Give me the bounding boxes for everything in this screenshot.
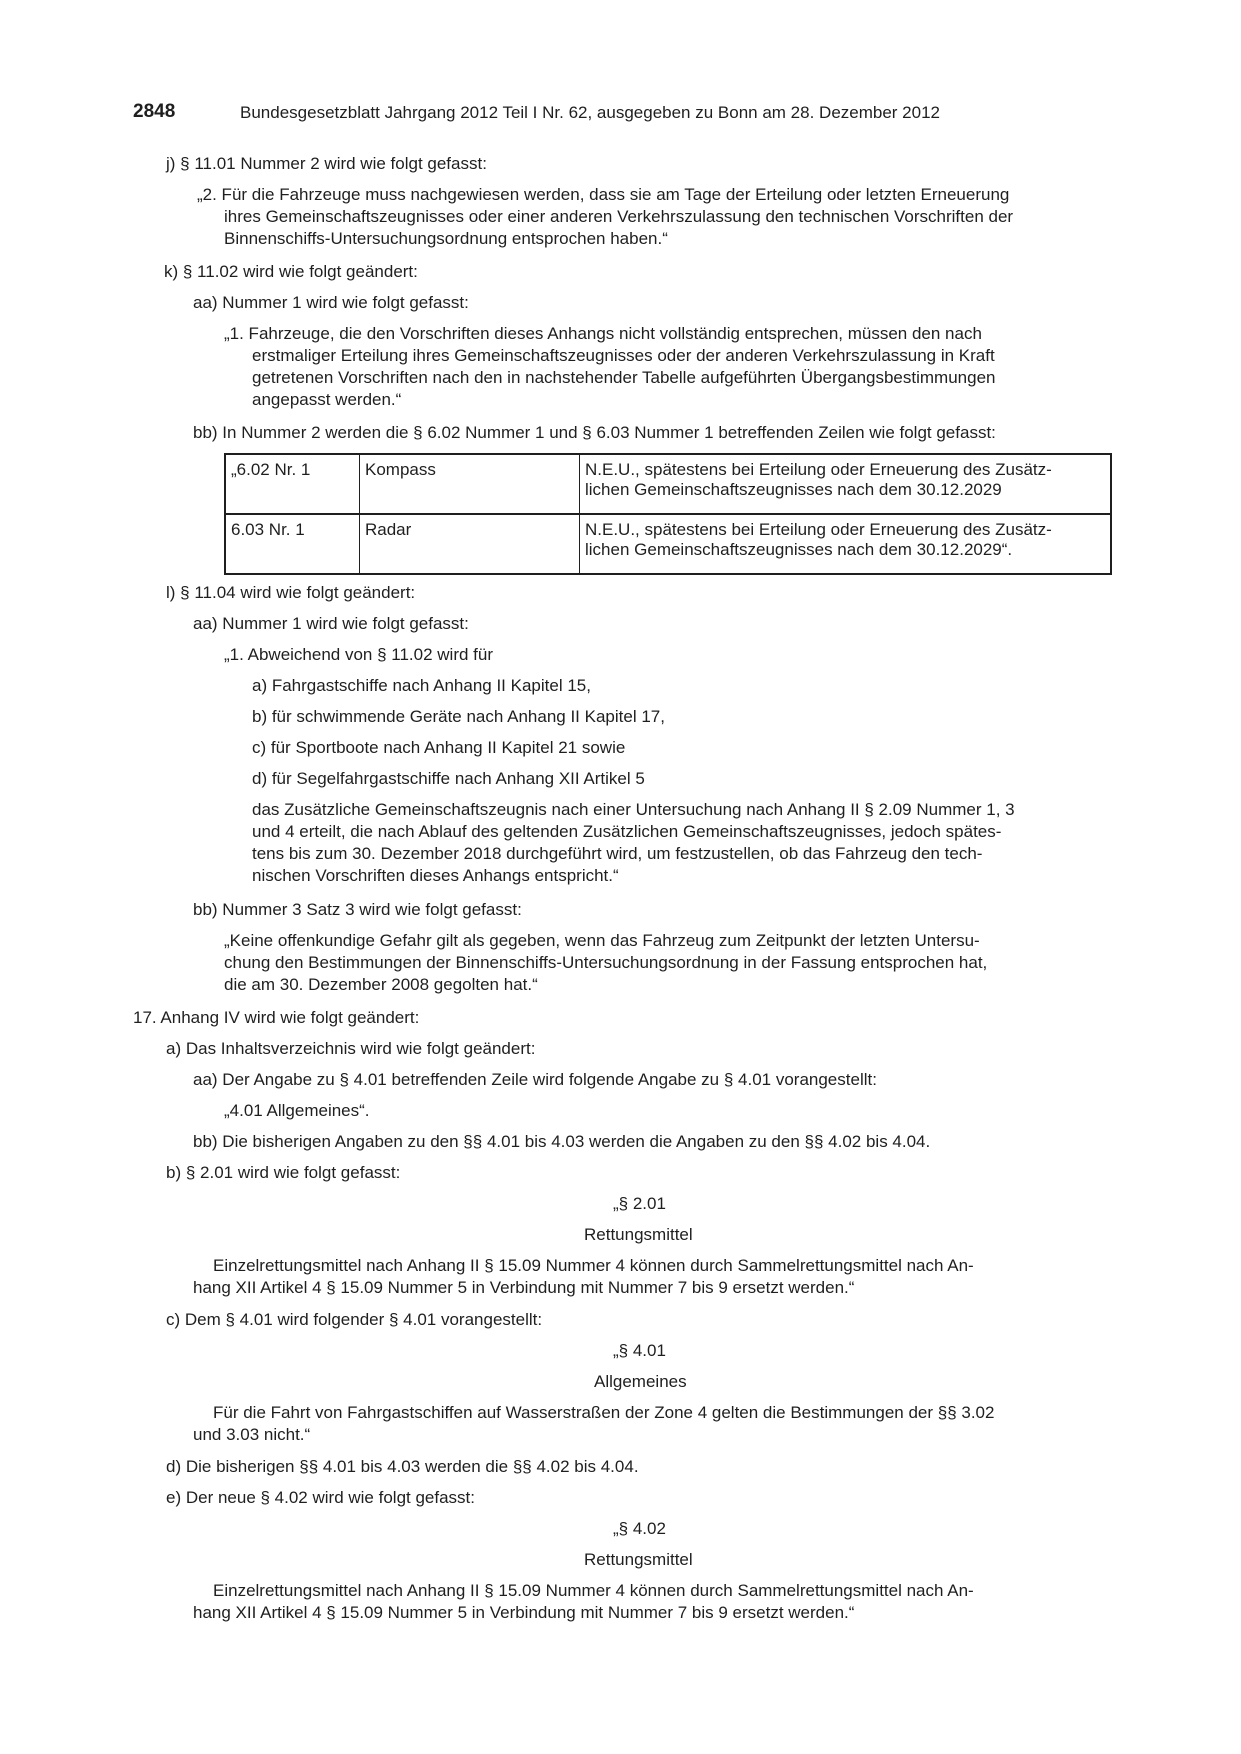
item-17a-aa-line: aa) Der Angabe zu § 4.01 betreffenden Zeile wird folgende Angabe zu § 4.01 vorangestellt:: [193, 1070, 877, 1089]
item-17e-text: [193, 1580, 1112, 1624]
item-l-tail-text: [252, 799, 1112, 887]
text-line: tens bis zum 30. Dezember 2018 durchgeführt wird, um festzustellen, ob das Fahrzeug den tech-: [252, 844, 983, 863]
item-l-bb-line: bb) Nummer 3 Satz 3 wird wie folgt gefasst:: [193, 900, 522, 919]
item-17a-line: a) Das Inhaltsverzeichnis wird wie folgt geändert:: [166, 1039, 536, 1058]
item-17b-line: b) § 2.01 wird wie folgt gefasst:: [166, 1163, 401, 1182]
text-line: hang XII Artikel 4 § 15.09 Nummer 5 in Verbindung mit Nummer 7 bis 9 ersetzt werden.“: [193, 1278, 855, 1297]
text-line: erstmaliger Erteilung ihres Gemeinschaftszeugnisses oder der anderen Verkehrszulassung in Kraft: [252, 346, 995, 365]
item-17b-text: [193, 1255, 1112, 1299]
text-line: N.E.U., spätestens bei Erteilung oder Erneuerung des Zusätz-: [585, 460, 1052, 479]
item-l-line: l) § 11.04 wird wie folgt geändert:: [166, 583, 416, 602]
page-number: 2848: [133, 101, 176, 122]
text-line: Binnenschiffs-Untersuchungsordnung entsprochen haben.“: [224, 229, 668, 248]
paragraph-heading: Allgemeines: [594, 1372, 687, 1391]
gazette-header: Bundesgesetzblatt Jahrgang 2012 Teil I Nr. 62, ausgegeben zu Bonn am 28. Dezember 2012: [240, 103, 940, 122]
paragraph-number: „§ 4.02: [613, 1519, 666, 1538]
item-k-aa-quote: [224, 323, 1112, 411]
item-17a-bb-line: bb) Die bisherigen Angaben zu den §§ 4.01 bis 4.03 werden die Angaben zu den §§ 4.02 bis 4.04.: [193, 1132, 931, 1151]
table-cell-rule: [580, 454, 1112, 514]
text-line: getretenen Vorschriften nach den in nachstehender Tabelle aufgeführten Übergangsbestimmungen: [252, 368, 996, 387]
item-17e-line: e) Der neue § 4.02 wird wie folgt gefasst:: [166, 1488, 475, 1507]
text-line: Einzelrettungsmittel nach Anhang II § 15.09 Nummer 4 können durch Sammelrettungsmittel nach An-: [213, 1581, 974, 1600]
text-line: Für die Fahrt von Fahrgastschiffen auf Wasserstraßen der Zone 4 gelten die Bestimmungen der §§ 3.02: [213, 1403, 995, 1422]
text-line: das Zusätzliche Gemeinschaftszeugnis nach einer Untersuchung nach Anhang II § 2.09 Nummer 1, 3: [252, 800, 1015, 819]
text-line: N.E.U., spätestens bei Erteilung oder Erneuerung des Zusätz-: [585, 520, 1052, 539]
table-cell-ref: „6.02 Nr. 1: [225, 454, 360, 514]
paragraph-heading: Rettungsmittel: [584, 1225, 693, 1244]
table-cell-rule: [580, 514, 1112, 574]
item-17-line: 17. Anhang IV wird wie folgt geändert:: [133, 1008, 420, 1027]
text-line: „Keine offenkundige Gefahr gilt als gegeben, wenn das Fahrzeug zum Zeitpunkt der letzten Untersu-: [224, 931, 980, 950]
item-l-bb-quote: [224, 930, 1112, 996]
item-17c-line: c) Dem § 4.01 wird folgender § 4.01 vorangestellt:: [166, 1310, 543, 1329]
table-row: [225, 514, 1111, 574]
item-j-line: j) § 11.01 Nummer 2 wird wie folgt gefasst:: [166, 154, 487, 173]
item-l-quote-intro: „1. Abweichend von § 11.02 wird für: [224, 645, 494, 664]
item-k-aa-line: aa) Nummer 1 wird wie folgt gefasst:: [193, 293, 469, 312]
text-line: und 4 erteilt, die nach Ablauf des geltenden Zusätzlichen Gemeinschaftszeugnisses, jedoch spätes-: [252, 822, 1002, 841]
paragraph-number: „§ 4.01: [613, 1341, 666, 1360]
list-item: b) für schwimmende Geräte nach Anhang II Kapitel 17,: [252, 707, 665, 726]
text-line: lichen Gemeinschaftszeugnisses nach dem 30.12.2029: [585, 480, 1002, 499]
item-17c-text: [193, 1402, 1112, 1446]
list-item: d) für Segelfahrgastschiffe nach Anhang XII Artikel 5: [252, 769, 645, 788]
item-j-quote: [197, 184, 1112, 250]
text-line: chung den Bestimmungen der Binnenschiffs-Untersuchungsordnung in der Fassung entsprochen hat,: [224, 953, 988, 972]
table-row: [225, 454, 1111, 514]
item-l-aa-line: aa) Nummer 1 wird wie folgt gefasst:: [193, 614, 469, 633]
text-line: und 3.03 nicht.“: [193, 1425, 311, 1444]
table-cell-subject: Radar: [360, 514, 580, 574]
paragraph-heading: Rettungsmittel: [584, 1550, 693, 1569]
item-k-line: k) § 11.02 wird wie folgt geändert:: [164, 262, 418, 281]
item-k-bb-line: bb) In Nummer 2 werden die § 6.02 Nummer 1 und § 6.03 Nummer 1 betreffenden Zeilen wie folgt gefasst:: [193, 423, 996, 442]
text-line: „1. Fahrzeuge, die den Vorschriften dieses Anhangs nicht vollständig entsprechen, müssen den nach: [224, 324, 982, 343]
transition-table: [224, 453, 1112, 575]
list-item: a) Fahrgastschiffe nach Anhang II Kapitel 15,: [252, 676, 591, 695]
text-line: nischen Vorschriften dieses Anhangs entspricht.“: [252, 866, 619, 885]
table-cell-ref: 6.03 Nr. 1: [225, 514, 360, 574]
text-line: Einzelrettungsmittel nach Anhang II § 15.09 Nummer 4 können durch Sammelrettungsmittel nach An-: [213, 1256, 974, 1275]
text-line: angepasst werden.“: [252, 390, 402, 409]
list-item: c) für Sportboote nach Anhang II Kapitel 21 sowie: [252, 738, 626, 757]
item-17d-line: d) Die bisherigen §§ 4.01 bis 4.03 werden die §§ 4.02 bis 4.04.: [166, 1457, 639, 1476]
text-line: ihres Gemeinschaftszeugnisses oder einer anderen Verkehrszulassung den technischen Vorschriften der: [224, 207, 1014, 226]
text-line: lichen Gemeinschaftszeugnisses nach dem 30.12.2029“.: [585, 540, 1013, 559]
item-17a-aa-quote: „4.01 Allgemeines“.: [224, 1101, 370, 1120]
table-cell-subject: Kompass: [360, 454, 580, 514]
text-line: die am 30. Dezember 2008 gegolten hat.“: [224, 975, 538, 994]
text-line: „2. Für die Fahrzeuge muss nachgewiesen werden, dass sie am Tage der Erteilung oder letzten Erneuerung: [197, 185, 1010, 204]
text-line: hang XII Artikel 4 § 15.09 Nummer 5 in Verbindung mit Nummer 7 bis 9 ersetzt werden.“: [193, 1603, 855, 1622]
paragraph-number: „§ 2.01: [613, 1194, 666, 1213]
